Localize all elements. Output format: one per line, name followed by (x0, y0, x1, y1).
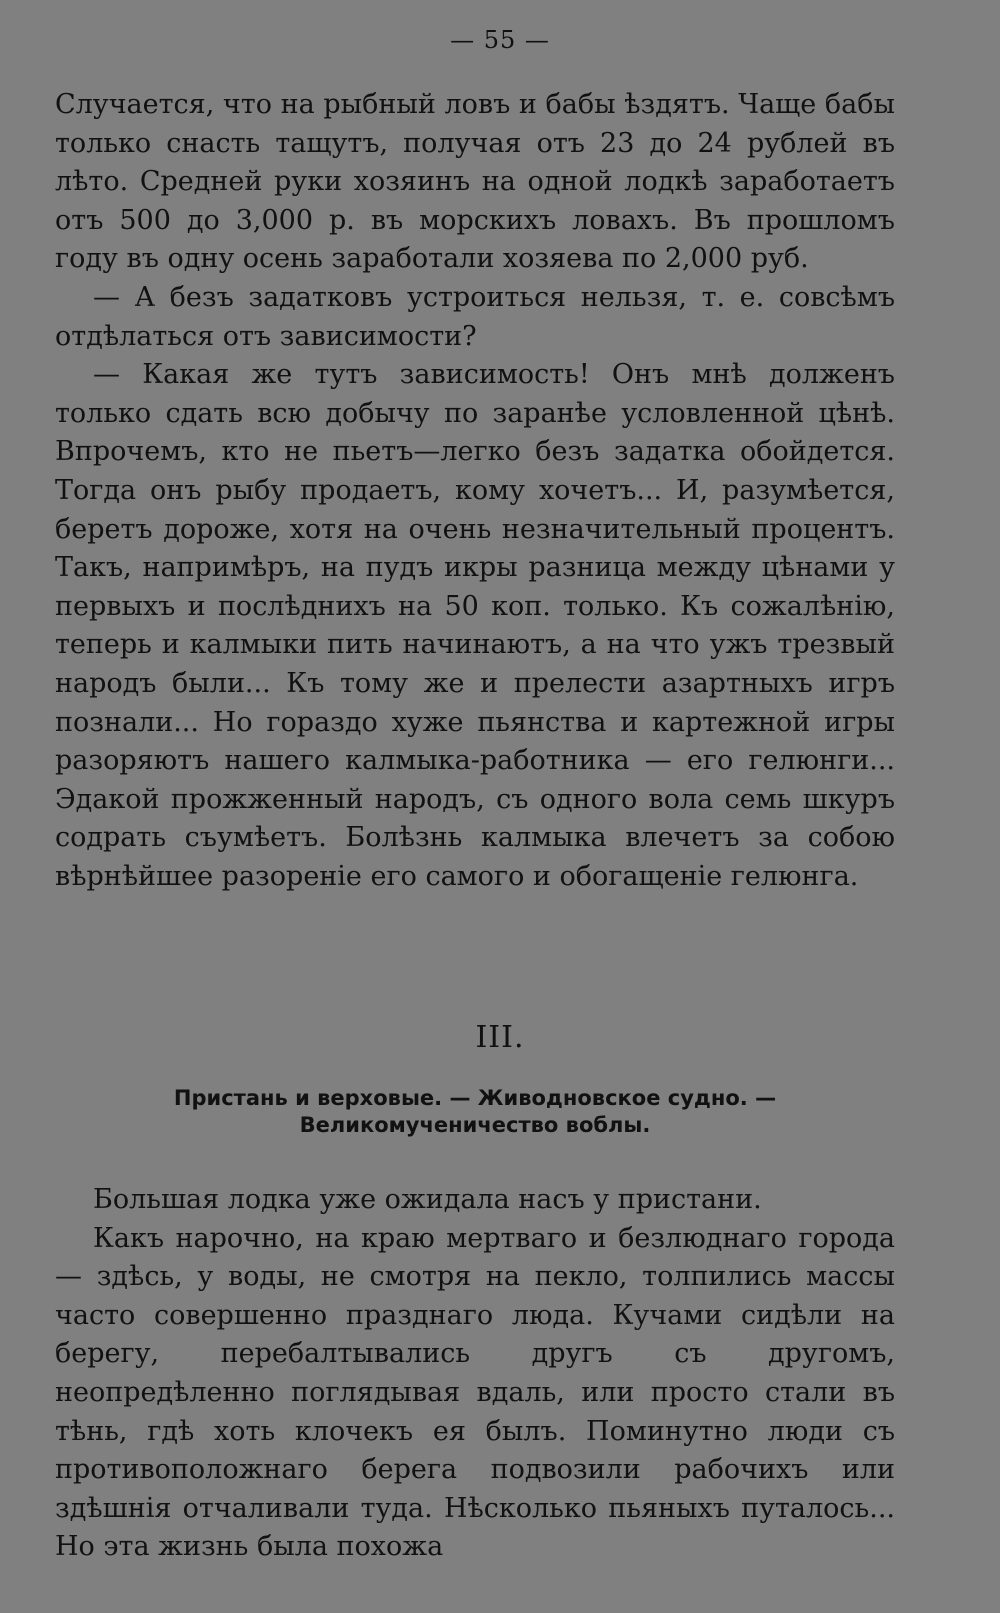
paragraph-pier-crowd: Какъ нарочно, на краю мертваго и безлюднаго города— здѣсь, у воды, не смотря на пекло, толпились массы часто совершенно празднаго люда. Кучами сидѣли на берегу, перебалтывались другъ съ другомъ, неопредѣленно поглядывая вдаль, или просто стали въ тѣнь, гдѣ хоть клочекъ ея былъ. Поминутно люди съ противоположнаго берега подвозили рабочихъ или здѣшнія отчаливали туда. Нѣсколько пьяныхъ путалось... Но эта жизнь была похожа (55, 1222, 895, 1563)
paragraph-fishing-earnings: Случается, что на рыбный ловъ и бабы ѣздятъ. Чаще бабы только снасть тащутъ, получая отъ 23 до 24 рублей въ лѣто. Средней руки хозяинъ на одной лодкѣ заработаетъ отъ 500 до 3,000 р. въ морскихъ ловахъ. Въ прошломъ году въ одну осень заработали хозяева по 2,000 руб. (55, 89, 895, 275)
paragraph-question-advances: — А безъ задатковъ устроиться нельзя, т. е. совсѣмъ отдѣлаться отъ зависимости? (55, 281, 895, 352)
chapter-summary: Пристань и верховые. — Живодновское судно. — Великомученичество воблы. (173, 1086, 777, 1137)
page-number: — 55 — (450, 26, 550, 54)
chapter-number: III. (475, 1020, 525, 1055)
paragraph-answer-dependence: — Какая же тутъ зависимость! Онъ мнѣ долженъ только сдать всю добычу по заранѣе условленной цѣнѣ. Впрочемъ, кто не пьетъ—легко безъ задатка обойдется. Тогда онъ рыбу продаетъ, кому хочетъ... И, разумѣется, беретъ дороже, хотя на очень незначительный процентъ. Такъ, напримѣръ, на пудъ икры разница между цѣнами у первыхъ и послѣднихъ на 50 коп. только. Къ сожалѣнію, теперь и калмыки пить начинаютъ, а на что ужъ трезвый народъ были... Къ тому же и прелести азартныхъ игръ познали... Но гораздо хуже пьянства и картежной игры разоряютъ нашего калмыка-работника — его гелюнги... Эдакой прожженный народъ, съ одного вола семь шкуръ содрать съумѣетъ. Болѣзнь калмыка влечетъ за собою вѣрнѣйшее разореніе его самого и обогащеніе гелюнга. (55, 359, 895, 892)
text-section-2 (55, 1181, 895, 1567)
paragraph-boat-waiting: Большая лодка уже ожидала насъ у пристани. (93, 1184, 762, 1215)
text-section-1 (55, 86, 895, 896)
